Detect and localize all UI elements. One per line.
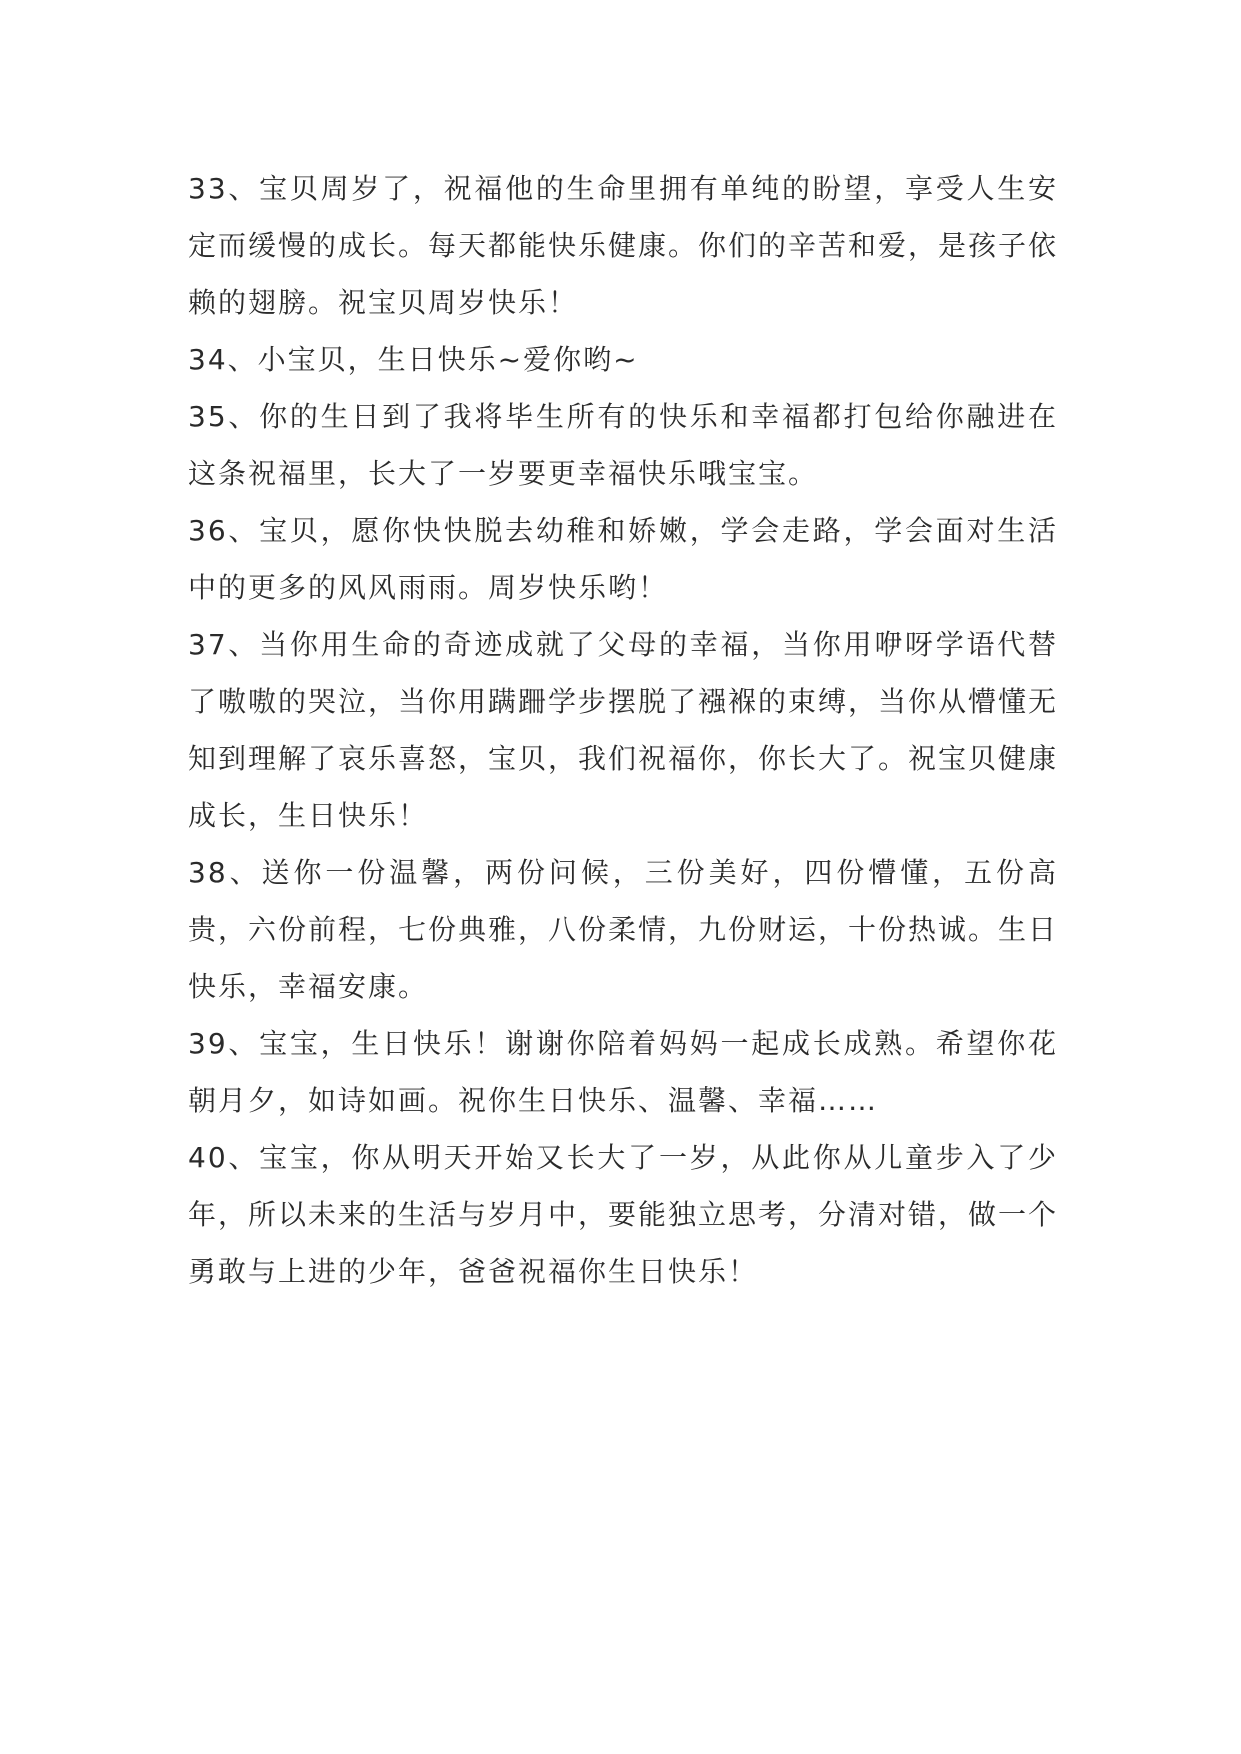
document-body xyxy=(188,160,1058,1300)
paragraph-33: 33、宝贝周岁了，祝福他的生命里拥有单纯的盼望，享受人生安定而缓慢的成长。每天都能快乐健康。你们的辛苦和爱，是孩子依赖的翅膀。祝宝贝周岁快乐！ xyxy=(188,172,1059,319)
paragraph-38: 38、送你一份温馨，两份问候，三份美好，四份懵懂，五份高贵，六份前程，七份典雅，八份柔情，九份财运，十份热诚。生日快乐，幸福安康。 xyxy=(188,856,1059,1003)
paragraph-34: 34、小宝贝，生日快乐~爱你哟~ xyxy=(188,343,639,376)
paragraph-35: 35、你的生日到了我将毕生所有的快乐和幸福都打包给你融进在这条祝福里，长大了一岁要更幸福快乐哦宝宝。 xyxy=(188,400,1058,490)
paragraph-36: 36、宝贝，愿你快快脱去幼稚和娇嫩，学会走路，学会面对生活中的更多的风风雨雨。周岁快乐哟！ xyxy=(188,514,1058,604)
paragraph-39: 39、宝宝，生日快乐！谢谢你陪着妈妈一起成长成熟。希望你花朝月夕，如诗如画。祝你生日快乐、温馨、幸福…… xyxy=(188,1027,1058,1117)
paragraph-40: 40、宝宝，你从明天开始又长大了一岁，从此你从儿童步入了少年，所以未来的生活与岁月中，要能独立思考，分清对错，做一个勇敢与上进的少年，爸爸祝福你生日快乐！ xyxy=(188,1141,1059,1288)
paragraph-37: 37、当你用生命的奇迹成就了父母的幸福，当你用咿呀学语代替了嗷嗷的哭泣，当你用蹒跚学步摆脱了襁褓的束缚，当你从懵懂无知到理解了哀乐喜怒，宝贝，我们祝福你，你长大了。祝宝贝健康成长，生日快乐！ xyxy=(188,628,1059,832)
